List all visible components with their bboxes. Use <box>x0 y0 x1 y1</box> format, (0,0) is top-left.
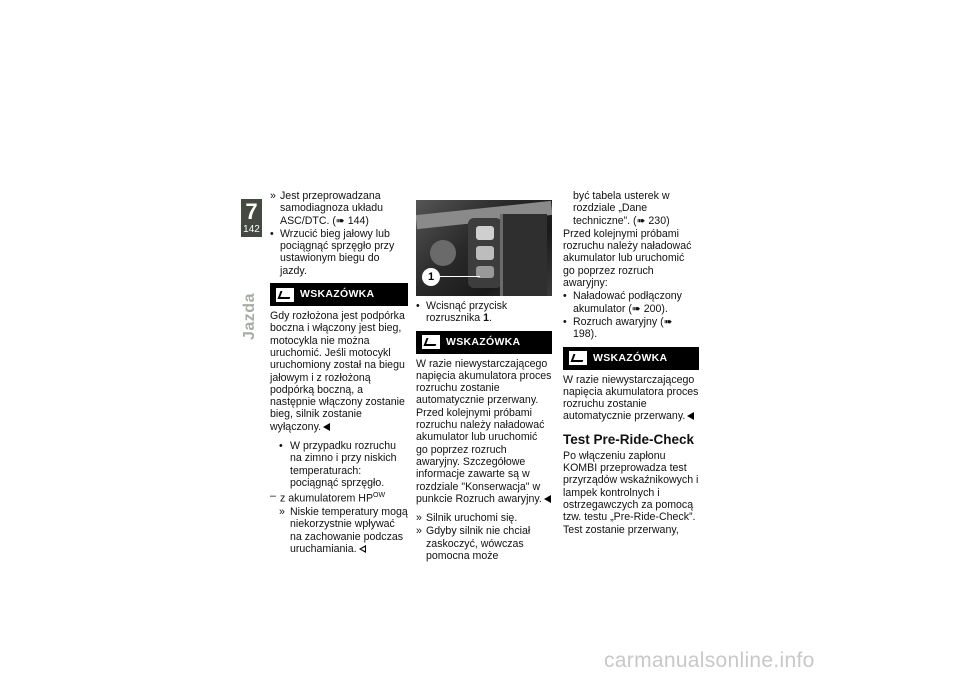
list-marker: » <box>270 190 276 202</box>
superscript: OW <box>373 492 386 500</box>
list-marker: » <box>279 506 285 519</box>
list-marker: » <box>416 525 422 538</box>
list-item: • Wcisnąć przycisk rozrusznika 1. <box>416 300 508 325</box>
list-item-text: Gdyby silnik nie chciał zaskoczyć, wówczas pomocna może <box>426 525 531 563</box>
continued-text: być tabela usterek w rozdziale „Dane techniczne”. (➠ 230) <box>573 190 670 227</box>
note-hand-icon <box>569 351 587 365</box>
note-text: W razie niewystarczającego napięcia akumulatora proces rozruchu zostanie automatycznie przerwany. Przed kolejnymi próbami rozruchu należy naładować akumulator lub uruchomić go poprzez rozruch awaryjny. Szczegółowe informacje zawarte są w rozdziale "Konserwacja" w punkcie Rozruch awaryjny. <box>416 357 552 505</box>
photo-callout-number: 1 <box>422 268 440 286</box>
list-marker: • <box>563 315 567 328</box>
end-mark-icon <box>323 423 330 431</box>
list-item <box>563 290 699 315</box>
list-item <box>270 190 408 227</box>
list-item <box>416 512 552 524</box>
list-marker: – <box>270 490 276 503</box>
column-3 <box>563 190 699 537</box>
note-text: Gdy rozłożona jest podpórka boczna i włączony jest bieg, motocykla nie można uruchomić. Jeśli motocykl uruchomiony został na biegu jałowym i z rozłożoną podpórką boczną, a następnie włączony zostanie bieg, silnik zostanie wyłączony. <box>270 310 405 433</box>
photo-grip <box>500 214 547 296</box>
paragraph: Po włączeniu zapłonu KOMBI przeprowadza test przyrządów wskaźnikowych i lampek kontrolnych i ostrzegawczych za pomocą tzw. testu „Pre-Ride-Check”. Test zostanie przerwany, <box>563 449 699 536</box>
list-item-text: z akumulatorem HP <box>280 492 374 505</box>
list-marker: • <box>279 440 283 453</box>
end-mark-icon <box>687 412 694 420</box>
column-1 <box>270 190 408 556</box>
list-marker: • <box>416 300 420 312</box>
list-item <box>270 440 408 489</box>
column-2 <box>416 192 552 563</box>
note-banner <box>563 347 699 370</box>
photo-button <box>476 226 494 240</box>
paragraph: Przed kolejnymi próbami rozruchu należy naładować akumulator lub uruchomić go poprzez rozruch awaryjny: <box>563 227 692 290</box>
list-item <box>416 525 552 562</box>
note-label: WSKAZÓWKA <box>300 288 375 301</box>
end-mark-icon <box>544 495 551 503</box>
list-item <box>563 316 699 341</box>
note-hand-icon <box>276 288 294 302</box>
note-hand-icon <box>422 335 440 349</box>
list-marker: » <box>416 512 422 525</box>
end-outline-icon <box>359 545 366 553</box>
note-label: WSKAZÓWKA <box>446 335 521 348</box>
photo-knob <box>430 240 456 266</box>
reference-number: 1 <box>483 312 490 325</box>
note-banner <box>270 283 408 306</box>
chapter-number: 7 <box>245 199 258 224</box>
list-item-text: Silnik uruchomi się. <box>426 512 518 525</box>
handlebar-switch-photo <box>416 200 552 296</box>
list-marker: • <box>270 227 274 240</box>
list-item <box>270 490 408 505</box>
list-item-text: Wrzucić bieg jałowy lub pociągnąć sprzęgło przy ustawionym biegu do jazdy. <box>280 227 395 277</box>
list-item-text: Rozruch awaryjny (➠ 198). <box>573 315 673 341</box>
list-item-text: Wcisnąć przycisk rozrusznika <box>426 300 508 325</box>
list-item <box>270 228 408 277</box>
page-number: 142 <box>243 224 260 235</box>
note-banner <box>416 331 552 354</box>
section-title-vertical: Jazda <box>241 293 258 340</box>
note-label: WSKAZÓWKA <box>593 351 668 364</box>
photo-button <box>476 246 494 260</box>
list-item-text: Niskie temperatury mogą niekorzystnie wpływać na zachowanie podczas uruchamiania. <box>290 506 408 555</box>
watermark: carmanualsonline.info <box>604 649 815 672</box>
section-heading: Test Pre-Ride-Check <box>563 431 695 447</box>
list-item <box>270 506 408 555</box>
list-marker: • <box>563 290 567 303</box>
list-item-text: Jest przeprowadzana samodiagnoza układu ASC/DTC. (➠ 144) <box>280 190 384 227</box>
note-text: W razie niewystarczającego napięcia akumulatora proces rozruchu zostanie automatycznie przerwany. <box>563 373 699 423</box>
chapter-badge <box>241 199 262 237</box>
list-item-text: W przypadku rozruchu na zimno i przy niskich temperaturach: pociągnąć sprzęgło. <box>290 440 397 489</box>
list-item-text: Naładować podłączony akumulator (➠ 200). <box>573 290 682 315</box>
photo-callout-line <box>440 276 480 277</box>
